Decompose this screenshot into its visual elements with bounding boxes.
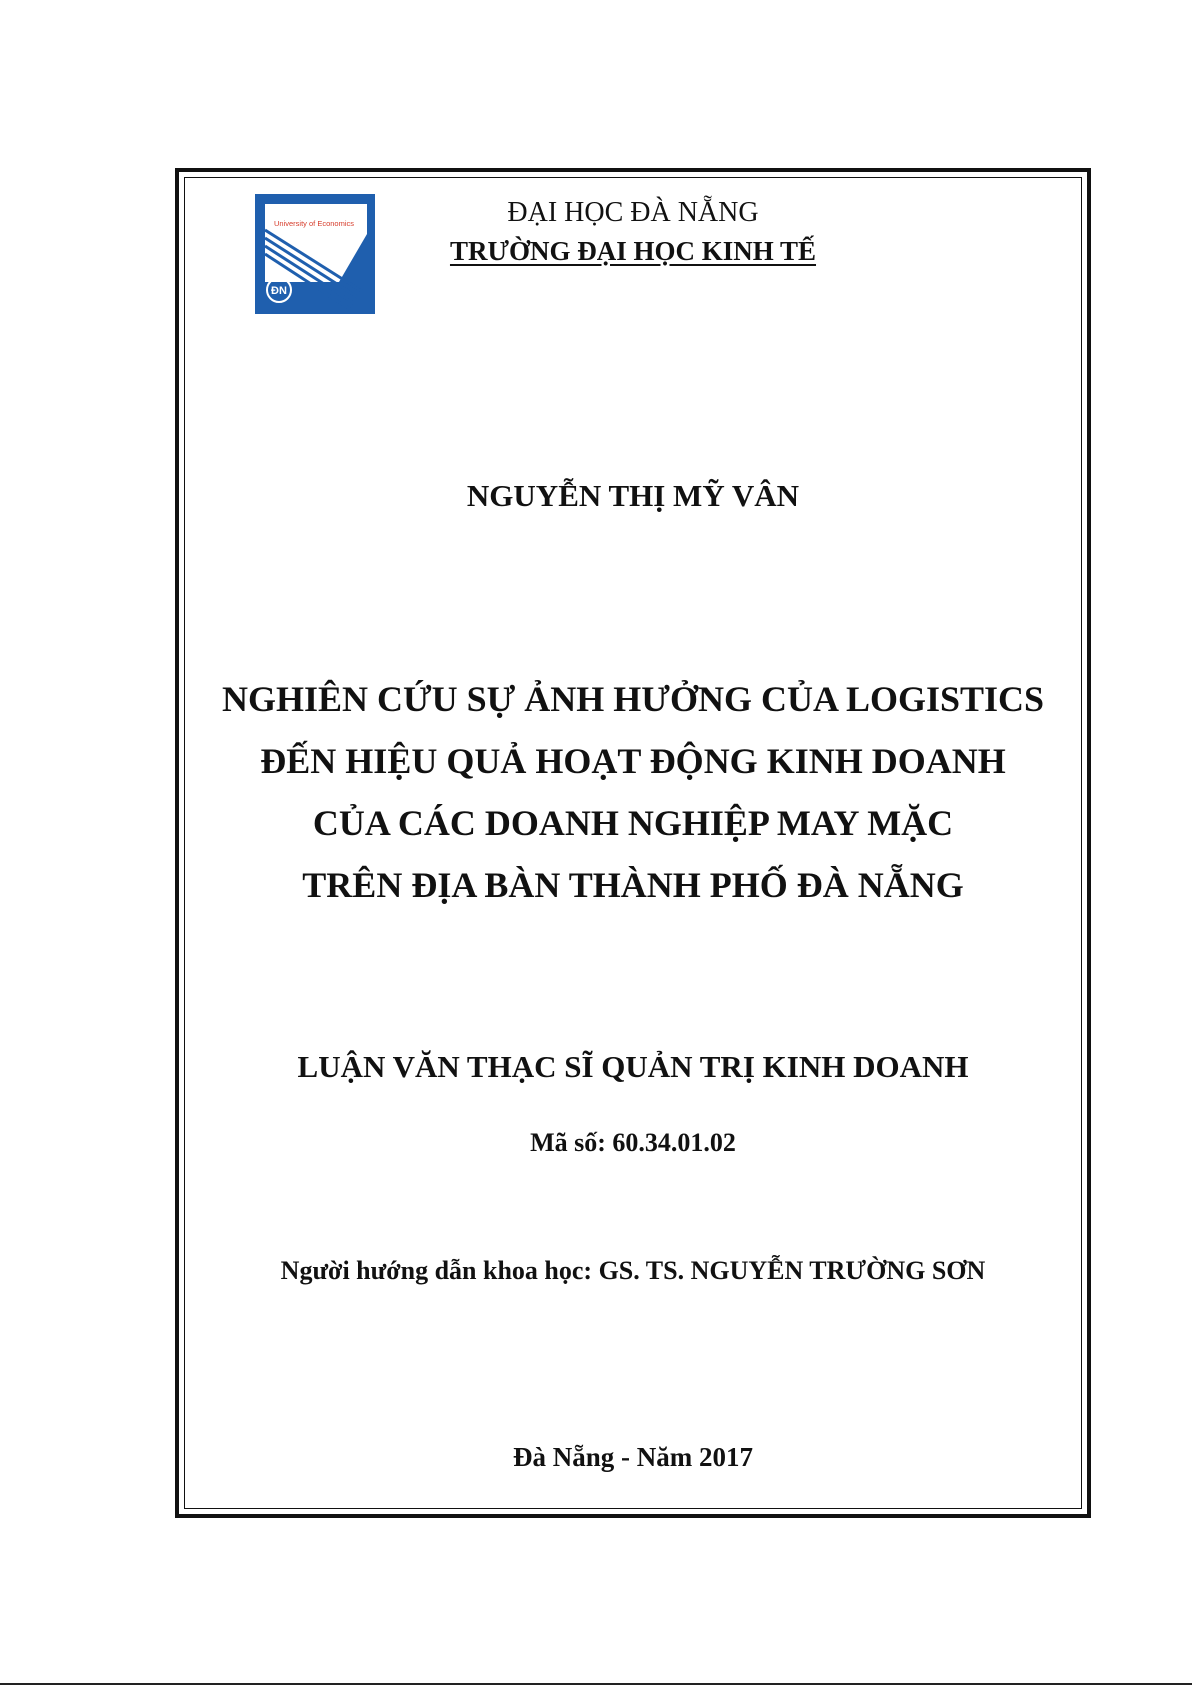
- degree-title: LUẬN VĂN THẠC SĨ QUẢN TRỊ KINH DOANH: [297, 1049, 969, 1084]
- author-name: NGUYỄN THỊ MỸ VÂN: [466, 478, 800, 513]
- logo-graphic: [255, 194, 375, 314]
- logo-monogram: ĐN: [271, 285, 287, 297]
- university-name: ĐẠI HỌC ĐÀ NẴNG: [507, 197, 759, 228]
- page-border: [175, 168, 1091, 1518]
- title-line: TRÊN ĐỊA BÀN THÀNH PHỐ ĐÀ NẴNG: [302, 865, 964, 905]
- school-name: TRƯỜNG ĐẠI HỌC KINH TẾ: [449, 236, 817, 266]
- logo-text: University of Economics: [273, 219, 355, 228]
- title-line: ĐẾN HIỆU QUẢ HOẠT ĐỘNG KINH DOANH: [260, 741, 1006, 781]
- university-logo: [255, 194, 375, 314]
- advisor-line: Người hướng dẫn khoa học: GS. TS. NGUYỄN TRƯỜNG SƠN: [280, 1256, 986, 1285]
- title-line: NGHIÊN CỨU SỰ ẢNH HƯỞNG CỦA LOGISTICS: [221, 679, 1045, 719]
- thesis-title: [179, 668, 1087, 916]
- title-line: CỦA CÁC DOANH NGHIỆP MAY MẶC: [312, 803, 954, 843]
- program-code: Mã số: 60.34.01.02: [530, 1128, 736, 1157]
- place-year: Đà Nẵng - Năm 2017: [513, 1442, 753, 1472]
